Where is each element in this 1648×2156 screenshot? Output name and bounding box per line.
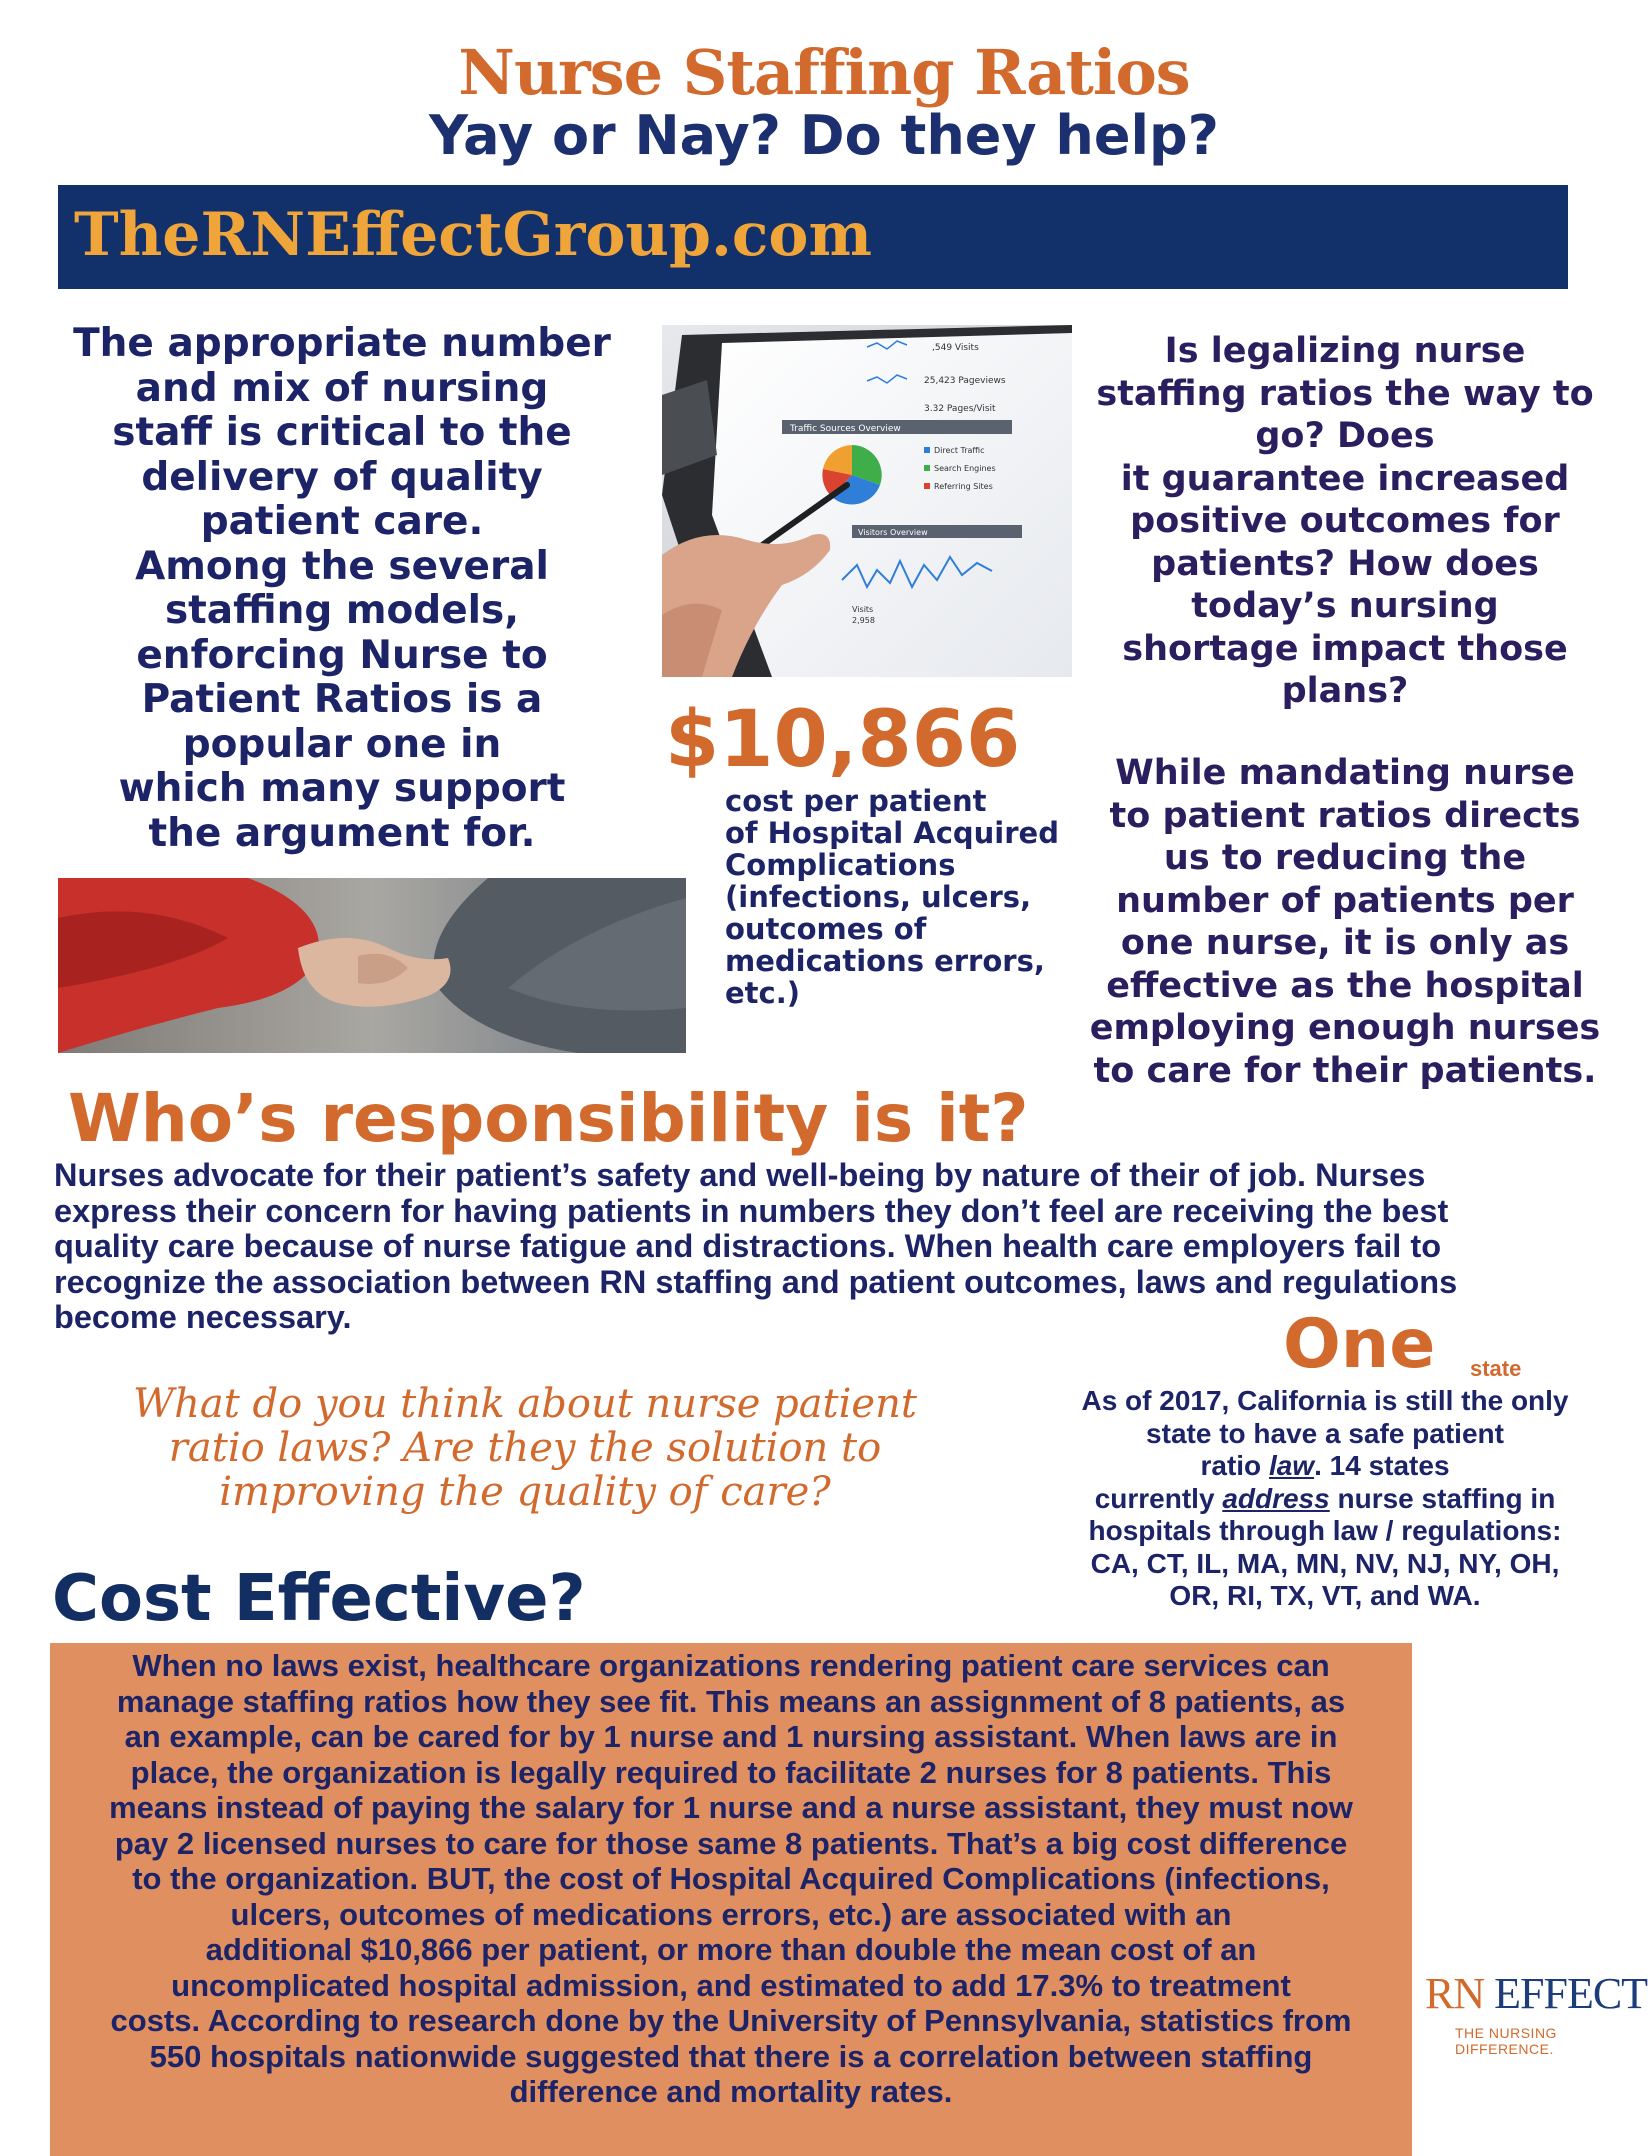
reader-prompt-question (60, 1382, 990, 1514)
law-link[interactable]: law (1268, 1450, 1315, 1481)
intro-line: enforcing Nurse to (136, 632, 548, 678)
state-line: state to have a safe patient (1146, 1417, 1504, 1449)
visits-label: Visits (852, 605, 874, 614)
one-state-big-text: One (1283, 1305, 1436, 1384)
legend-direct: Direct Traffic (934, 446, 985, 455)
handshake-photo (58, 878, 686, 1053)
stat-pages-per-visit: 3.32 Pages/Visit (924, 404, 996, 414)
page-subtitle: Yay or Nay? Do they help? (429, 104, 1219, 167)
responsibility-line: quality care because of nurse fatigue and distractions. When health care employers fail to (54, 1228, 1442, 1264)
state-line: hospitals through law / regulations: (1088, 1515, 1562, 1546)
state-law-paragraph (1055, 1385, 1595, 1613)
question-line: shortage impact those (1122, 628, 1568, 669)
cost-desc-line: cost per patient (725, 784, 987, 818)
state-line: As of 2017, California is still the only (1081, 1385, 1569, 1416)
responsibility-line: express their concern for having patients in numbers they don’t feel are receiving the best (54, 1192, 1449, 1229)
mandate-line: number of patients per (1116, 880, 1574, 921)
question-line: positive outcomes for (1130, 501, 1560, 541)
mandate-line: to care for their patients. (1093, 1050, 1597, 1091)
intro-line: staffing models, (164, 588, 520, 633)
cost-desc-line: (infections, ulcers, (725, 880, 1032, 914)
cost-line: costs. According to research done by the University of Pennsylvania, statistics from (110, 2003, 1352, 2038)
responsibility-line: become necessary. (54, 1299, 352, 1335)
rn-effect-logo (1425, 1968, 1647, 2019)
mandate-line: employing enough nurses (1089, 1008, 1601, 1048)
question-paragraph (1085, 330, 1605, 713)
intro-line: delivery of quality (141, 454, 543, 500)
question-line: today’s nursing (1191, 586, 1499, 626)
mandate-line: effective as the hospital (1106, 965, 1584, 1006)
prompt-line: ratio laws? Are they the solution to (168, 1425, 882, 1471)
cost-line: difference and mortality rates. (509, 2074, 953, 2109)
state-text: . 14 states (1314, 1450, 1450, 1481)
cost-line: additional $10,866 per patient, or more than double the mean cost of an (205, 1932, 1257, 1967)
responsibility-line: Nurses advocate for their patient’s safety and well-being by nature of their of job. Nurses (54, 1157, 1426, 1193)
logo-tagline: THE NURSING DIFFERENCE. (1455, 2025, 1557, 2057)
question-line: plans? (1281, 671, 1409, 711)
cost-line: place, the organization is legally required to facilitate 2 nurses for 8 patients. This (130, 1754, 1332, 1790)
cost-line: uncomplicated hospital admission, and estimated to add 17.3% to treatment (171, 1967, 1291, 2003)
mandate-line: one nurse, it is only as (1120, 923, 1570, 963)
stat-visits: ,549 Visits (932, 343, 979, 353)
cost-desc-line: outcomes of (725, 912, 927, 946)
tablet-analytics-photo (662, 325, 1072, 677)
intro-line: patient care. (200, 499, 484, 544)
intro-line: staff is critical to the (112, 410, 572, 455)
question-line: it guarantee increased (1120, 458, 1570, 499)
cost-line: 550 hospitals nationwide suggested that there is a correlation between staffing (149, 2038, 1313, 2074)
page-title: Nurse Staffing Ratios (458, 36, 1190, 109)
cost-line: manage staffing ratios how they see fit. This means an assignment of 8 patients, as (116, 1683, 1346, 1719)
cost-desc-line: of Hospital Acquired (725, 816, 1059, 850)
cost-desc-line: Complications (725, 848, 956, 882)
cost-line: means instead of paying the salary for 1 nurse and a nurse assistant, they must now (109, 1790, 1353, 1825)
cost-line: an example, can be cared for by 1 nurse and 1 nursing assistant. When laws are in (124, 1719, 1338, 1754)
state-text: ratio (1200, 1450, 1269, 1481)
mandate-line: us to reducing the (1163, 838, 1527, 878)
intro-line: which many support (118, 766, 566, 811)
intro-line: Patient Ratios is a (141, 677, 543, 722)
cost-line: ulcers, outcomes of medications errors, etc.) are associated with an (230, 1896, 1232, 1932)
question-line: staffing ratios the way to (1096, 373, 1594, 414)
state-line (1055, 1483, 1595, 1516)
logo-rn: RN (1425, 1969, 1485, 2018)
overview-title: Visitors Overview (858, 528, 928, 537)
legend-search: Search Engines (934, 464, 996, 473)
cost-line: When no laws exist, healthcare organizations rendering patient care services can (132, 1648, 1330, 1683)
intro-line: The appropriate number (73, 321, 611, 366)
intro-line: Among the several (135, 543, 549, 589)
question-line: patients? How does (1151, 543, 1539, 584)
intro-line: popular one in (182, 721, 502, 767)
cost-line: to the organization. BUT, the cost of Hospital Acquired Complications (infections, (132, 1861, 1330, 1896)
state-text: nurse staffing in (1329, 1482, 1556, 1514)
stat-pageviews: 25,423 Pageviews (924, 376, 1006, 386)
cost-desc-line: etc.) (725, 976, 800, 1010)
visits-value: 2,958 (852, 616, 875, 625)
tablet-illustration (662, 325, 1072, 677)
address-link[interactable]: address (1222, 1482, 1330, 1514)
mandate-paragraph (1085, 752, 1605, 1092)
question-line: Is legalizing nurse (1164, 331, 1526, 371)
cost-effective-heading: Cost Effective? (52, 1562, 586, 1636)
cost-stat-value: $10,866 (665, 695, 1021, 785)
legend-referring: Referring Sites (934, 482, 993, 491)
state-line (1055, 1450, 1595, 1483)
cost-effective-body (58, 1648, 1404, 2110)
intro-line: and mix of nursing (135, 365, 549, 411)
site-url-link[interactable]: TheRNEffectGroup.com (74, 200, 872, 270)
responsibility-line: recognize the association between RN staffing and patient outcomes, laws and regulations (54, 1263, 1458, 1300)
handshake-illustration (58, 878, 686, 1053)
one-state-small-text: state (1470, 1356, 1522, 1381)
mandate-line: While mandating nurse (1115, 753, 1575, 793)
state-line: CA, CT, IL, MA, MN, NV, NJ, NY, OH, (1090, 1547, 1560, 1579)
intro-paragraph (52, 322, 632, 856)
question-line: go? Does (1255, 416, 1435, 456)
state-text: currently (1094, 1482, 1223, 1514)
logo-effect: EFFECT (1484, 1969, 1648, 2018)
prompt-line: What do you think about nurse patient (133, 1381, 917, 1427)
panel-title: Traffic Sources Overview (790, 424, 901, 434)
intro-line: the argument for. (148, 810, 536, 856)
state-line: OR, RI, TX, VT, and WA. (1169, 1580, 1481, 1611)
cost-line: pay 2 licensed nurses to care for those same 8 patients. That’s a big cost difference (114, 1825, 1348, 1861)
cost-desc-line: medications errors, (725, 944, 1045, 978)
cost-stat-description (725, 785, 1085, 1009)
mandate-line: to patient ratios directs (1109, 795, 1581, 836)
prompt-line: improving the quality of care? (219, 1469, 831, 1515)
responsibility-heading: Who’s responsibility is it? (68, 1080, 1029, 1157)
